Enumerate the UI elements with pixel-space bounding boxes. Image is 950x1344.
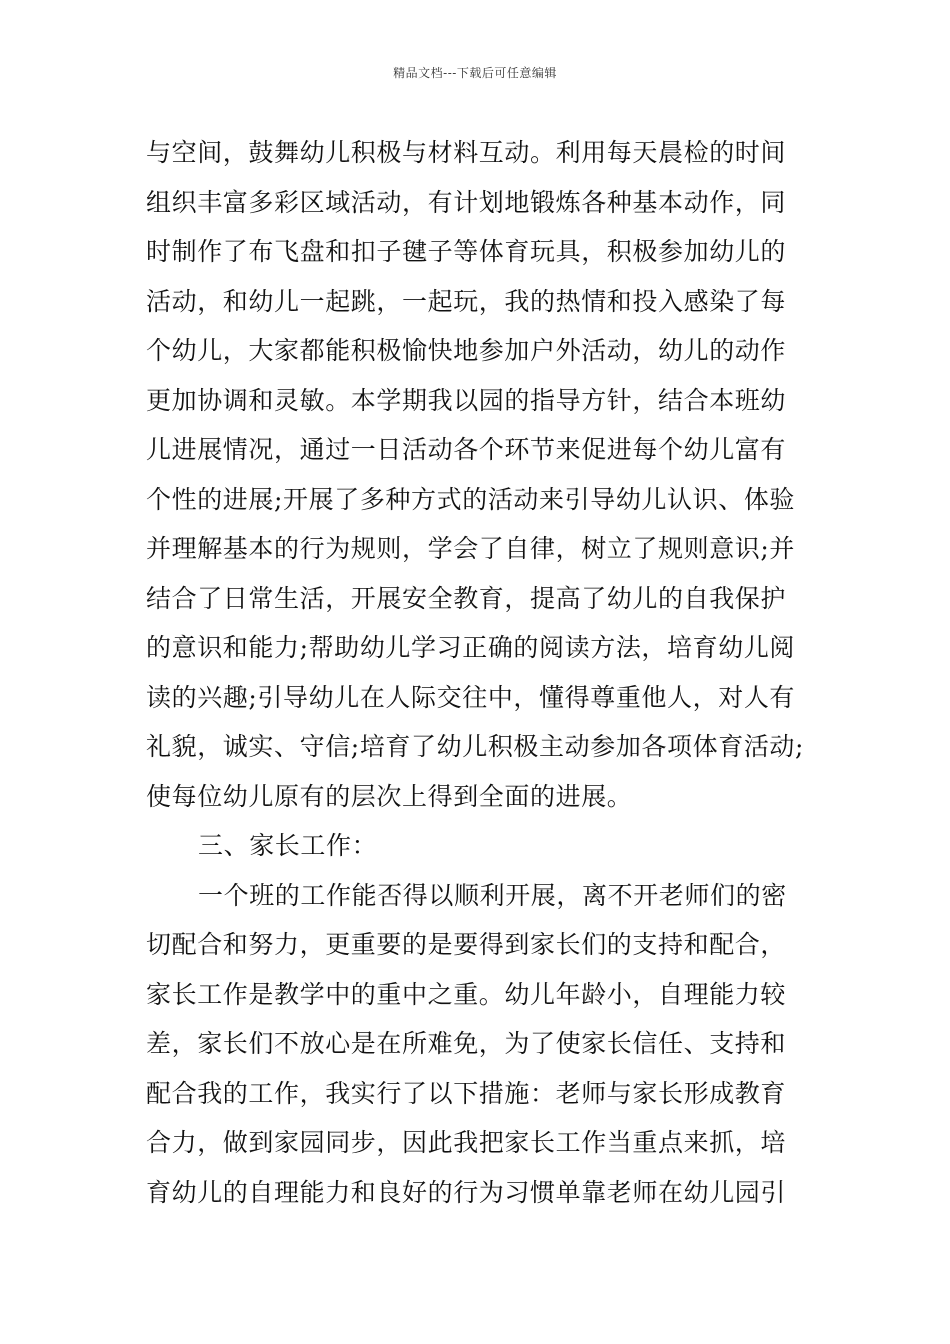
body-line: 礼貌，诚实、守信;培育了幼儿积极主动参加各项体育活动; <box>146 732 805 761</box>
body-line: 时制作了布飞盘和扣子毽子等体育玩具，积极参加幼儿的 <box>146 237 787 266</box>
body-line: 个性的进展;开展了多种方式的活动来引导幼儿认识、体验 <box>146 484 796 514</box>
body-line: 配合我的工作，我实行了以下措施：老师与家长形成教育 <box>146 1078 787 1108</box>
body-line: 家长工作是教学中的重中之重。幼儿年龄小，自理能力较 <box>146 979 787 1009</box>
body-line: 使每位幼儿原有的层次上得到全面的进展。 <box>146 781 633 811</box>
body-line: 结合了日常生活，开展安全教育，提高了幼儿的自我保护 <box>146 583 787 613</box>
body-line: 一个班的工作能否得以顺利开展，离不开老师们的密 <box>198 880 787 910</box>
document-body <box>146 128 818 1217</box>
section-heading: 三、家长工作： <box>198 831 378 860</box>
body-line: 差，家长们不放心是在所难免，为了使家长信任、支持和 <box>146 1029 787 1058</box>
body-line: 组织丰富多彩区域活动，有计划地锻炼各种基本动作，同 <box>146 187 787 217</box>
body-line: 合力，做到家园同步，因此我把家长工作当重点来抓，培 <box>146 1128 787 1157</box>
body-line: 并理解基本的行为规则，学会了自律，树立了规则意识;并 <box>146 534 796 563</box>
body-line: 儿进展情况，通过一日活动各个环节来促进每个幼儿富有 <box>146 435 787 464</box>
body-line: 个幼儿，大家都能积极愉快地参加户外活动，幼儿的动作 <box>146 336 787 365</box>
body-line: 切配合和努力，更重要的是要得到家长们的支持和配合， <box>146 930 787 959</box>
body-line: 与空间，鼓舞幼儿积极与材料互动。利用每天晨检的时间 <box>146 138 787 167</box>
body-line: 育幼儿的自理能力和良好的行为习惯单靠老师在幼儿园引 <box>146 1177 787 1207</box>
body-line: 更加协调和灵敏。本学期我以园的指导方针，结合本班幼 <box>146 385 787 415</box>
body-line: 的意识和能力;帮助幼儿学习正确的阅读方法，培育幼儿阅 <box>146 633 796 662</box>
body-line: 读的兴趣;引导幼儿在人际交往中，懂得尊重他人，对人有 <box>146 682 796 712</box>
page-header: 精品文档---下载后可任意编辑 <box>393 66 557 80</box>
body-line: 活动，和幼儿一起跳，一起玩，我的热情和投入感染了每 <box>146 286 787 316</box>
